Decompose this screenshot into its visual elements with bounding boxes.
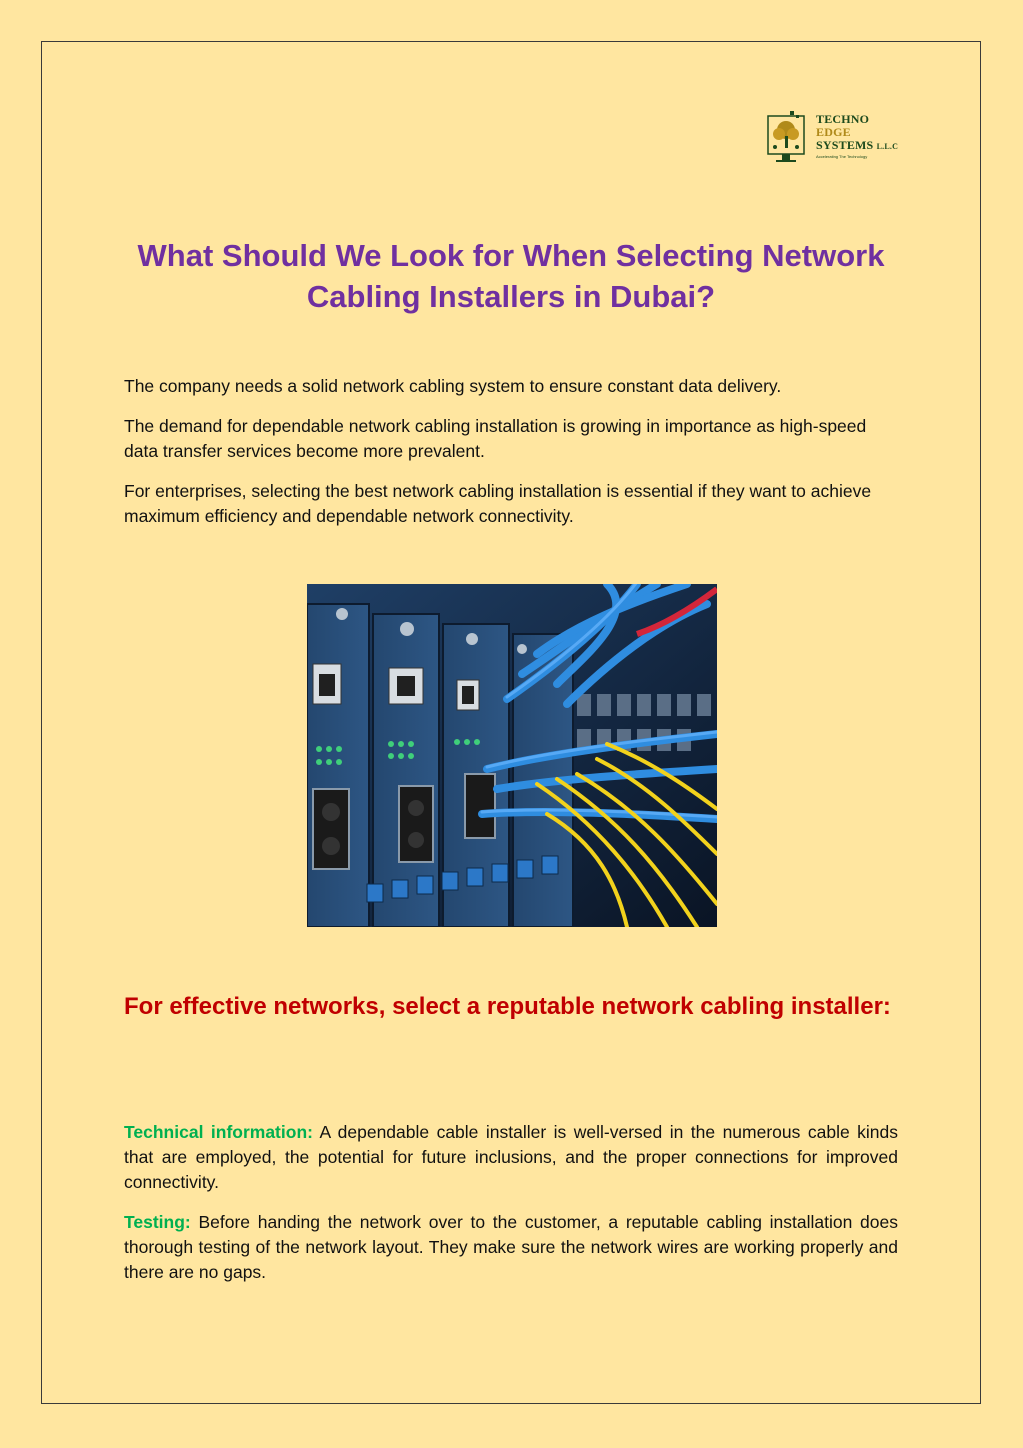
logo-suffix: L.L.C xyxy=(876,142,899,151)
intro-paragraph-3: For enterprises, selecting the best network cabling installation is essential if they want to achieve maximum efficiency and dependable network connectivity. xyxy=(124,481,872,526)
network-cabling-photo xyxy=(307,584,717,927)
logo-text-line3 xyxy=(816,139,898,153)
company-logo xyxy=(766,110,906,170)
intro-paragraph-2: The demand for dependable network cabling installation is growing in importance as high-speed data transfer services become more prevalent. xyxy=(124,416,867,461)
point-testing xyxy=(124,1210,898,1285)
point-technical-information xyxy=(124,1120,898,1195)
section-heading: For effective networks, select a reputable network cabling installer: xyxy=(124,993,891,1020)
logo-text-systems: SYSTEMS xyxy=(816,138,874,152)
point-text: Before handing the network over to the customer, a reputable cabling installation does thorough testing of the network layout. They make sure the network wires are working properly and there are no gaps. xyxy=(124,1212,898,1282)
point-term: Testing: xyxy=(124,1212,191,1232)
logo-text-line2: EDGE xyxy=(816,125,851,139)
logo-tagline: Accelerating The Technology xyxy=(816,154,868,159)
point-text: A dependable cable installer is well-versed in the numerous cable kinds that are employed, the potential for future inclusions, and the proper connections for improved connectivity. xyxy=(124,1122,899,1192)
logo-text-line1: TECHNO xyxy=(816,112,870,126)
point-term: Technical information: xyxy=(124,1122,313,1142)
network-switch-fiber-cables-image xyxy=(307,584,717,927)
page-title: What Should We Look for When Selecting Network Cabling Installers in Dubai? xyxy=(137,238,885,314)
tree-monitor-icon xyxy=(766,110,814,166)
intro-paragraph-1: The company needs a solid network cabling system to ensure constant data delivery. xyxy=(124,376,782,396)
